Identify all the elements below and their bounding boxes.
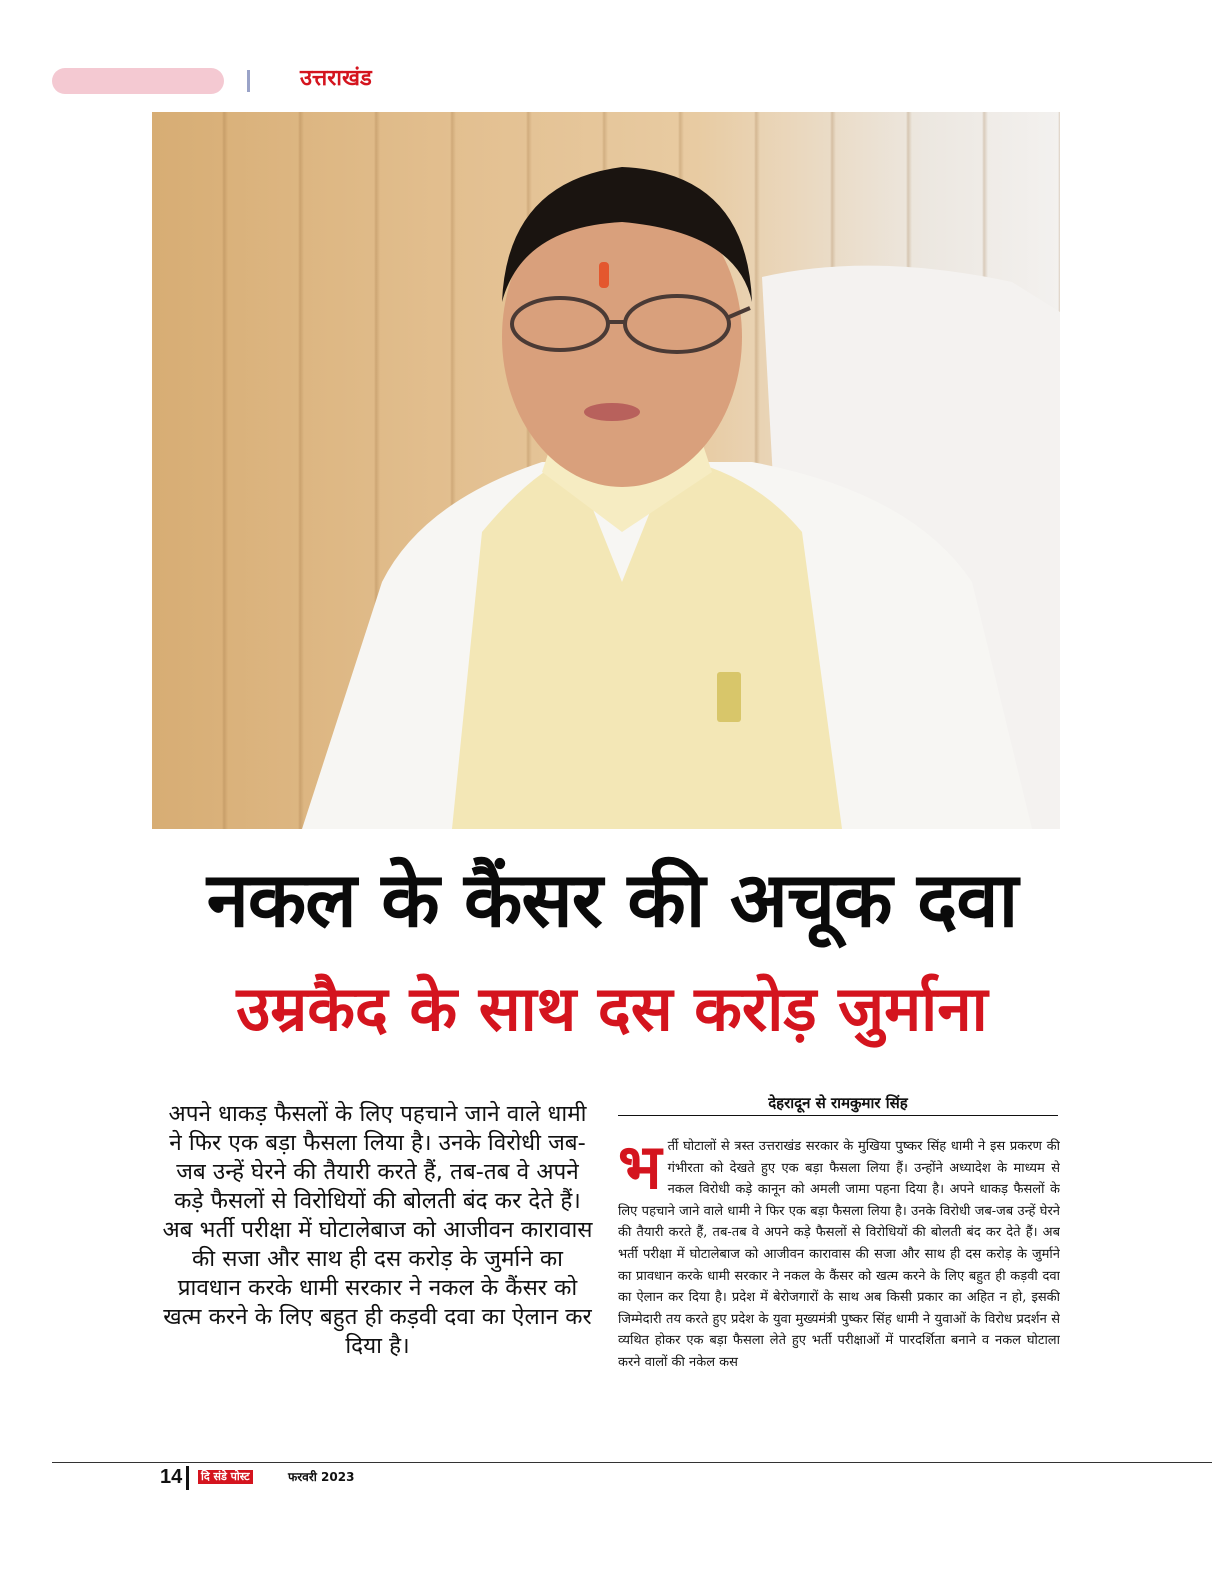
article-body <box>618 1136 1060 1442</box>
footer-rule <box>52 1462 1212 1463</box>
pull-quote: अपने धाकड़ फैसलों के लिए पहचाने जाने वाले धामी ने फिर एक बड़ा फैसला लिया है। उनके विरोधी जब-जब उन्हें घेरने की तैयारी करते हैं, तब-तब वे अपने कड़े फैसलों से विरोधियों की बोलती बंद कर देते हैं। अब भर्ती परीक्षा में घोटालेबाज को आजीवन कारावास की सजा और साथ ही दस करोड़ के जुर्माने का प्रावधान करके धामी सरकार ने नकल के कैंसर को खत्म करने के लिए बहुत ही कड़वी दवा का ऐलान कर दिया है। <box>162 1101 593 1359</box>
byline: देहरादून से रामकुमार सिंह <box>618 1092 1058 1116</box>
page-number: 14 <box>160 1466 183 1488</box>
footer-divider <box>186 1466 189 1490</box>
portrait-photo <box>152 112 1060 829</box>
tilak-mark <box>599 262 609 288</box>
issue-date: फरवरी 2023 <box>288 1470 355 1484</box>
section-divider <box>247 70 250 92</box>
headline: नकल के कैंसर की अचूक दवा <box>206 855 1018 944</box>
lips-shape <box>584 403 640 421</box>
vest-pin <box>717 672 741 722</box>
portrait-illustration <box>152 112 1060 829</box>
article-text: र्ती घोटालों से त्रस्त उत्तराखंड सरकार के मुखिया पुष्कर सिंह धामी ने इस प्रकरण की गंभीरता को देखते हुए एक बड़ा फैसला लिया हैं। उन्होंने अध्यादेश के माध्यम से नकल विरोधी कड़े कानून को अमली जामा पहना दिया है। अपने धाकड़ फैसलों के लिए पहचाने जाने वाले धामी ने फिर एक बड़ा फैसला लिया है। उनके विरोधी जब-जब उन्हें घेरने की तैयारी करते हैं, तब-तब वे अपने कड़े फैसलों से विरोधियों की बोलती बंद कर देते हैं। अब भर्ती परीक्षा में घोटालेबाज को आजीवन कारावास की सजा और साथ ही दस करोड़ के जुर्माने का प्रावधान करके धामी सरकार ने नकल के कैंसर को खत्म करने के लिए बहुत ही कड़वी दवा का ऐलान कर दिया है। प्रदेश में बेरोजगारों के साथ अब किसी प्रकार का अहित न हो, इसकी जिम्मेदारी तय करते हुए प्रदेश के युवा मुख्यमंत्री पुष्कर सिंह धामी ने युवाओं के विरोध प्रदर्शन से व्यथित होकर एक बड़ा फैसला लेते हुए भर्ती परीक्षाओं में पारदर्शिता बनाने व नकल घोटाला करने वालों की नकेल कस <box>618 1139 1060 1370</box>
subheadline: उम्रकैद के साथ दस करोड़ जुर्माना <box>236 972 988 1045</box>
masthead-logo: दि संडे पोस्ट <box>198 1470 253 1484</box>
section-title: उत्तराखंड <box>300 66 372 91</box>
section-pill <box>52 68 224 94</box>
drop-cap: भ <box>618 1136 662 1203</box>
